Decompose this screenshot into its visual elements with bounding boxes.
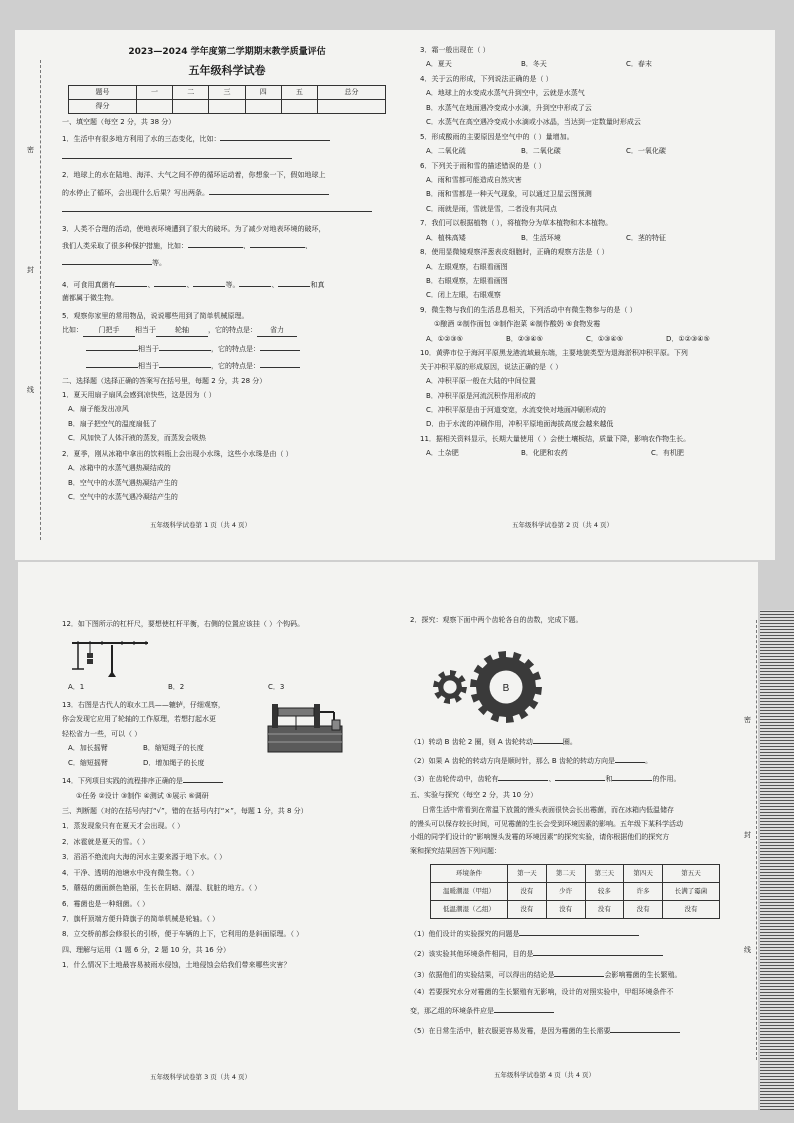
section-heading: 五、实验与探究（每空 2 分，共 10 分） <box>410 790 538 799</box>
option-text[interactable]: B．2 <box>168 683 185 692</box>
option-text[interactable]: B．雨和雪都是一种天气现象，可以通过卫星云图预测 <box>426 190 592 199</box>
option-text[interactable]: B．冬天 <box>521 60 547 69</box>
option-text[interactable]: B．②③④⑤ <box>506 334 543 343</box>
score-header: 题号 <box>69 85 137 99</box>
option-text[interactable]: C．闭上左眼，右眼观察 <box>426 291 501 300</box>
option-text[interactable]: D．由于水流的冲刷作用，冲积平原地面海拔高度会越来越低 <box>426 420 614 429</box>
table-cell: 没有 <box>508 882 547 900</box>
question-text: 的作用。 <box>652 775 681 784</box>
question-text: 6．下列关于雨和雪的描述错误的是（ ） <box>420 161 546 170</box>
question-text: 14．下列项目实践的流程排序正确的是 <box>62 777 183 786</box>
score-header: 五 <box>281 85 317 99</box>
question-text: （5）在日常生活中，脏衣服更容易发霉，是因为霉菌的生长需要 <box>410 1027 611 1036</box>
side-label-mi: 密 <box>27 146 34 154</box>
option-text[interactable]: C．茎的特征 <box>626 233 666 242</box>
score-header: 四 <box>245 85 281 99</box>
question-text: ，它的特点是： <box>208 326 257 335</box>
option-text[interactable]: A．夏天 <box>426 60 452 69</box>
option-text[interactable]: A．扇子能发出凉风 <box>68 405 129 414</box>
question-text: （4）若要探究水分对霉菌的生长繁殖有无影响，设计的对照实验中，甲组环境条件不 <box>410 988 674 997</box>
page-footer: 五年级科学试卷第 1 页（共 4 页） <box>150 521 252 529</box>
item-list: ①酿酒 ②制作面包 ③制作泡菜 ④制作酸奶 ⑤食物发霉 <box>434 320 601 329</box>
answer-blank[interactable] <box>250 239 305 248</box>
answer-blank[interactable] <box>260 342 300 351</box>
item-list: ①任务 ②设计 ③制作 ④测试 ⑤展示 ⑥调研 <box>76 791 209 800</box>
question-text: 5．观察你家里的常用物品，说说哪些用到了简单机械原理。 <box>62 311 249 320</box>
score-cell[interactable] <box>136 99 172 113</box>
page-footer: 五年级科学试卷第 4 页（共 4 页） <box>494 1071 596 1079</box>
table-header: 第二天 <box>546 864 585 882</box>
option-text[interactable]: A．加长摇臂 <box>68 744 108 753</box>
example-item: 轮轴 <box>156 326 208 336</box>
option-text[interactable]: B．水蒸气在地面遇冷变成小水滴，升到空中形成了云 <box>426 103 592 112</box>
option-text[interactable]: B．空气中的水蒸气遇热凝结产生的 <box>68 478 178 487</box>
option-text[interactable]: C．①③④⑤ <box>586 334 623 343</box>
question-text: （1）转动 B 齿轮 2 圈，则 A 齿轮转动 <box>410 738 533 747</box>
table-header: 第五天 <box>663 864 720 882</box>
paragraph-text: 的馒头可以保存较长时间，可见霉菌的生长会受到环境因素的影响。五年级下某科学活动 <box>410 819 683 828</box>
question-text: 比如： <box>62 326 83 335</box>
binding-line <box>756 620 757 1060</box>
question-text: 4．可食用真菌有 <box>62 280 116 289</box>
score-header: 三 <box>209 85 245 99</box>
option-text[interactable]: C．春末 <box>626 60 652 69</box>
page-3 <box>62 620 382 971</box>
option-text[interactable]: B．缩短绳子的长度 <box>143 744 204 753</box>
section-heading: 三、判断题（对的在括号内打“√”，错的在括号内打“×”，每题 1 分，共 8 分） <box>62 806 308 815</box>
option-text[interactable]: B．冲积平原是河流沉积作用形成的 <box>426 391 536 400</box>
option-text[interactable]: A．左眼观察，右眼看画图 <box>426 262 508 271</box>
option-text[interactable]: B．扇子把空气的温度扇低了 <box>68 419 157 428</box>
question-text: 6．霉菌也是一种细菌。（ ） <box>62 899 150 908</box>
question-text: 1．生活中有很多地方利用了水的三态变化，比如： <box>62 135 221 144</box>
question-text: 3．滔滔不绝流向大海的河水主要来源于地下水。（ ） <box>62 853 227 862</box>
option-text[interactable]: C．一氧化碳 <box>626 147 666 156</box>
option-text[interactable]: C．空气中的水蒸气遇冷凝结产生的 <box>68 493 178 502</box>
paragraph-text: 日常生活中常看到在常温下放置的馒头表面很快会长出霉菌，而在冰箱内低温储存 <box>422 806 674 815</box>
table-cell: 没有 <box>663 900 720 918</box>
page-4: 2．探究：观察下面中两个齿轮各自的齿数，完成下题。 B （1）转动 B 齿轮 2 圈，则 A 齿轮转动 圈。 （2）如果 A 齿轮的转动方向是顺时针，那么 B 齿轮的转动方向是 。 （3）在齿轮传动中，齿轮有 、 和 的作用。 五、实验与探究（每空 2 分，共 10 分） 日常生活中常看到在常温下放置的馒头表面很快会长出霉菌，而在冰箱内低温储存 的馒头可以保存较长时间，可见霉菌的生长会受到环境因素的影响。五年级下某科学活动 小组的同学们设计的“影响馒头发霉的环境因素”的探究实验，请你根据他们的探究方 案和探究结果回答下列问题： 环境条件 第一天 第二天 第三天 第四天 第五天 温暖潮湿（甲组） 没有 少许 较多 许多 长满了霉菌 低温潮湿（乙组） 没有 没有 没有 没有 没有 （1）他们设计的实验探究的问题是 （2）该实验其他环境条件相同，目的是 （3）依据他们的实验结果，可以得出的结论是 会影响霉菌的生长繁殖。 （4）若要探究水分对霉菌的生长繁殖有无影响，设计的对照实验中，甲组环境条件不 变，那乙组的环境条件应是 （5）在日常生活中，脏衣服更容易发霉，是因为霉菌的生长需要 <box>410 616 750 1037</box>
table-row <box>431 900 720 918</box>
answer-blank[interactable] <box>498 772 548 781</box>
question-text: 我们人类采取了很多种保护措施，比如： <box>62 242 188 251</box>
score-row-label: 得分 <box>69 99 137 113</box>
table-header: 第四天 <box>624 864 663 882</box>
question-text: ，它的特点是： <box>211 362 260 371</box>
side-label-mi: 密 <box>744 716 751 724</box>
question-text: 2．夏季，刚从冰箱中拿出的饮料瓶上会出现小水珠，这些小水珠是由（ ） <box>62 449 293 458</box>
answer-blank[interactable] <box>220 132 330 141</box>
score-cell[interactable] <box>245 99 281 113</box>
experiment-table <box>430 864 720 919</box>
question-text: 8．立交桥前都会修很长的引桥，便于车辆的上下，它利用的是斜面原理。（ ） <box>62 930 304 939</box>
answer-blank[interactable] <box>555 772 605 781</box>
score-cell[interactable] <box>318 99 386 113</box>
option-text[interactable]: A．地球上的水变成水蒸气升到空中，云就是水蒸气 <box>426 89 585 98</box>
answer-blank[interactable] <box>610 1024 680 1033</box>
option-text[interactable]: B．生活环境 <box>521 233 561 242</box>
score-header: 总分 <box>318 85 386 99</box>
table-cell: 少许 <box>546 882 585 900</box>
question-text: 1．什么情况下土地最容易被雨水侵蚀，土地侵蚀会给我们带来哪些灾害？ <box>62 961 291 970</box>
question-text: 和真 <box>310 280 325 289</box>
table-header: 第三天 <box>585 864 624 882</box>
question-text: 关于冲积平原的形成原因，说法正确的是（ ） <box>420 362 563 371</box>
gear-diagram <box>430 643 550 729</box>
question-text: 7．我们可以根据植物（ ），将植物分为草本植物和木本植物。 <box>420 219 613 228</box>
question-text: 2．地球上的水在陆地、海洋、大气之间不停的循环运动着，你想象一下，假如地球上 <box>62 171 326 180</box>
question-text: 1．蒸发现象只有在夏天才会出现。（ ） <box>62 822 185 831</box>
option-text[interactable]: A．冲积平原一般在大陆的中间位置 <box>426 377 536 386</box>
question-text: （2）如果 A 齿轮的转动方向是顺时针，那么 B 齿轮的转动方向是 <box>410 756 615 765</box>
answer-blank[interactable] <box>533 735 563 744</box>
table-cell: 低温潮湿（乙组） <box>431 900 508 918</box>
answer-blank[interactable] <box>209 186 329 195</box>
section-heading: 四、理解与运用（1 题 6 分，2 题 10 分，共 16 分） <box>62 945 230 954</box>
table-cell: 较多 <box>585 882 624 900</box>
option-text[interactable]: B．右眼观察，左眼看画图 <box>426 277 508 285</box>
answer-blank[interactable] <box>62 256 152 265</box>
option-text[interactable]: A．土杂肥 <box>426 449 459 458</box>
question-text: （3）在齿轮传动中，齿轮有 <box>410 775 499 784</box>
question-text: （3）依据他们的实验结果，可以得出的结论是 <box>410 970 555 979</box>
question-text: 11．据相关资料显示，长期大量使用（ ）会使土壤板结，质量下降，影响农作物生长。 <box>420 434 691 443</box>
answer-blank[interactable] <box>115 278 147 287</box>
page-1: 2023—2024 学年度第二学期期末教学质量评估 五年级科学试卷 题号 一 二 三 四 五 总分 得分 一、填空题（每空 2 分，共 38 分） 1．生活中有很多地方利用了水的三态变化，比如： 2．地球上的水在陆地、海洋、大气之间不停的循环运动着，你想象一下，假如地球上 的水停止了循环，会出现什么后果？写出两条。 3．人类不合理的活动，使地表环境遭到了很大的破坏。为了减少对地表环境的破坏， 我们人类采取了很多种保护措施，比如： 、 、 等。 4．可食用真菌有 、 、 等。 、 和真 菌都属于微生物。 5．观察你家里的常用物品，说说哪些用到了简单机械原理。 比如： 门把手 相当于 轮轴 ，它的特点是： 省力 相当于 ，它的特点是： 相当于 ，它的特点是： 二、选择题（选择正确的答案写在括号里，每题 2 分，共 28 分） 1．夏天用扇子扇风会感到凉快些，这是因为（ ） A．扇子能发出凉风 B．扇子把空气的温度扇低了 C．风加快了人体汗液的蒸发，而蒸发会吸热 2．夏季，刚从冰箱中拿出的饮料瓶上会出现小水珠，这些小水珠是由（ ） A．冰箱中的水蒸气遇热凝结成的 B．空气中的水蒸气遇热凝结产生的 C．空气中的水蒸气遇冷凝结产生的 <box>62 46 392 502</box>
page-footer: 五年级科学试卷第 2 页（共 4 页） <box>512 521 614 529</box>
gear-a <box>433 670 467 704</box>
answer-blank[interactable] <box>154 278 186 287</box>
gear-b-label: B <box>502 683 510 695</box>
question-text: 轻松省力一些，可以（ ） <box>62 729 142 738</box>
option-text[interactable]: A．雨和雪都可能造成自然灾害 <box>426 175 522 184</box>
table-row <box>431 882 720 900</box>
question-text: 2．冰雹就是夏天的雪。（ ） <box>62 837 150 846</box>
question-text: 圈。 <box>562 738 577 747</box>
answer-blank[interactable] <box>260 359 300 368</box>
question-text: 和 <box>605 775 613 784</box>
scan-edge-pattern <box>760 610 794 1110</box>
answer-blank[interactable] <box>239 278 271 287</box>
section-heading: 二、选择题（选择正确的答案写在括号里，每题 2 分，共 28 分） <box>62 376 267 385</box>
table-cell: 许多 <box>624 882 663 900</box>
section-heading: 一、填空题（每空 2 分，共 38 分） <box>62 117 176 126</box>
question-text: 相当于 <box>138 362 159 371</box>
question-text: （1）他们设计的实验探究的问题是 <box>410 929 520 938</box>
question-text: 的水停止了循环，会出现什么后果？写出两条。 <box>62 188 209 197</box>
question-text: 13．右图是古代人的取水工具——辘轳，仔细观察， <box>62 700 225 709</box>
question-text: 8．使用显微镜观察洋葱表皮细胞时，正确的观察方法是（ ） <box>420 248 609 257</box>
answer-blank[interactable] <box>86 342 138 351</box>
option-text[interactable]: C．水蒸气在高空遇冷变成小水滴或小冰晶，当达到一定数量时形成云 <box>426 118 641 127</box>
answer-blank[interactable] <box>615 754 645 763</box>
option-text[interactable]: B．化肥和农药 <box>521 449 568 458</box>
table-cell: 没有 <box>624 900 663 918</box>
option-text[interactable]: D．增加绳子的长度 <box>143 758 205 767</box>
option-text[interactable]: C．雨就是雨，雪就是雪，二者没有共同点 <box>426 204 557 213</box>
answer-blank[interactable] <box>494 1004 554 1013</box>
question-text: 会影响霉菌的生长繁殖。 <box>604 970 682 979</box>
question-text: （2）该实验其他环境条件相同，目的是 <box>410 950 534 959</box>
page-2 <box>420 46 765 459</box>
score-header: 一 <box>136 85 172 99</box>
table-header: 环境条件 <box>431 864 508 882</box>
answer-blank[interactable] <box>188 239 243 248</box>
windlass-illustration <box>262 700 348 756</box>
exam-header: 2023—2024 学年度第二学期期末教学质量评估 <box>128 47 326 57</box>
answer-blank[interactable] <box>519 927 639 936</box>
question-text: ，它的特点是： <box>211 344 260 353</box>
question-text: 3．人类不合理的活动，使地表环境遭到了很大的破坏。为了减少对地表环境的破坏， <box>62 224 326 233</box>
score-header: 二 <box>173 85 209 99</box>
option-text[interactable]: A．1 <box>68 683 85 692</box>
table-cell: 长满了霉菌 <box>663 882 720 900</box>
question-text: 相当于 <box>135 326 156 335</box>
answer-blank[interactable] <box>159 359 211 368</box>
option-text[interactable]: A．植株高矮 <box>426 233 466 242</box>
option-text[interactable]: A．二氧化硫 <box>426 147 466 156</box>
answer-blank[interactable] <box>193 278 225 287</box>
table-cell: 没有 <box>546 900 585 918</box>
answer-blank[interactable] <box>183 774 223 783</box>
answer-blank[interactable] <box>554 968 604 977</box>
question-text: 1．夏天用扇子扇风会感到凉快些，这是因为（ ） <box>62 390 216 399</box>
side-label-xian: 线 <box>744 946 751 954</box>
score-cell[interactable] <box>209 99 245 113</box>
example-item: 省力 <box>257 326 297 336</box>
option-text[interactable]: C．冲积平原是由于河道变宽，水流变快对地面冲刷形成的 <box>426 405 606 414</box>
option-text[interactable]: C．风加快了人体汗液的蒸发，而蒸发会吸热 <box>68 434 206 443</box>
table-header: 第一天 <box>508 864 547 882</box>
option-text[interactable]: C．3 <box>268 683 285 692</box>
question-text: 变，那乙组的环境条件应是 <box>410 1006 494 1015</box>
question-text: 相当于 <box>138 344 159 353</box>
question-text: 3．霜一般出现在（ ） <box>420 46 490 54</box>
question-text: 5．蘑菇的菌面颜色艳丽，生长在阴暗、潮湿、肮脏的地方。（ ） <box>62 884 262 893</box>
option-text[interactable]: C．缩短摇臂 <box>68 758 108 767</box>
side-label-feng: 封 <box>27 266 34 274</box>
question-text: 4．干净、透明的池塘水中没有微生物。（ ） <box>62 868 199 877</box>
table-cell: 没有 <box>585 900 624 918</box>
answer-blank[interactable] <box>159 342 211 351</box>
answer-blank[interactable] <box>86 359 138 368</box>
question-text: 7．旗杆顶端方便升降旗子的简单机械是轮轴。（ ） <box>62 915 220 923</box>
paragraph-text: 案和探究结果回答下列问题： <box>410 846 501 855</box>
question-text: 你会发现它应用了轮轴的工作原理，若想打起水更 <box>62 715 216 724</box>
question-text: 10．黄骅市位于海河平原黑龙港流域最东端，主要地貌类型为退海淤积冲积平原。下列 <box>420 349 688 358</box>
lever-diagram <box>68 633 158 679</box>
answer-blank[interactable] <box>612 772 652 781</box>
answer-blank[interactable] <box>62 203 372 212</box>
option-text[interactable]: A．①②③⑤ <box>426 334 463 343</box>
side-label-xian: 线 <box>27 386 34 394</box>
side-label-feng: 封 <box>744 831 751 839</box>
answer-blank[interactable] <box>278 278 310 287</box>
question-text: 12．如下图所示的杠杆尺，要想使杠杆平衡，右侧的位置应该挂（ ）个钩码。 <box>62 620 305 628</box>
question-text: 5．形成酸雨的主要原因是空气中的（ ）量增加。 <box>420 132 574 141</box>
question-text: 等。 <box>225 280 240 289</box>
binding-line <box>40 60 41 540</box>
question-text: 等。 <box>152 259 166 268</box>
score-table <box>68 85 386 114</box>
option-text[interactable]: B．二氧化碳 <box>521 147 561 156</box>
answer-blank[interactable] <box>62 150 292 159</box>
table-cell: 没有 <box>508 900 547 918</box>
score-cell[interactable] <box>281 99 317 113</box>
question-text: 4．关于云的形成，下列说法正确的是（ ） <box>420 74 553 83</box>
answer-blank[interactable] <box>533 947 663 956</box>
score-cell[interactable] <box>173 99 209 113</box>
question-text: 2．探究：观察下面中两个齿轮各自的齿数，完成下题。 <box>410 616 583 624</box>
option-text[interactable]: C．有机肥 <box>651 449 684 458</box>
option-text[interactable]: D．①②③④⑤ <box>666 334 710 343</box>
paragraph-text: 小组的同学们设计的“影响馒头发霉的环境因素”的探究实验，请你根据他们的探究方 <box>410 833 670 842</box>
question-text: 9．微生物与我们的生活息息相关，下列活动中有微生物参与的是（ ） <box>420 305 637 314</box>
question-text: 菌都属于微生物。 <box>62 294 118 303</box>
example-item: 门把手 <box>83 326 135 336</box>
page-footer: 五年级科学试卷第 3 页（共 4 页） <box>150 1073 252 1081</box>
table-cell: 温暖潮湿（甲组） <box>431 882 508 900</box>
exam-title: 五年级科学试卷 <box>188 64 266 78</box>
option-text[interactable]: A．冰箱中的水蒸气遇热凝结成的 <box>68 464 171 473</box>
